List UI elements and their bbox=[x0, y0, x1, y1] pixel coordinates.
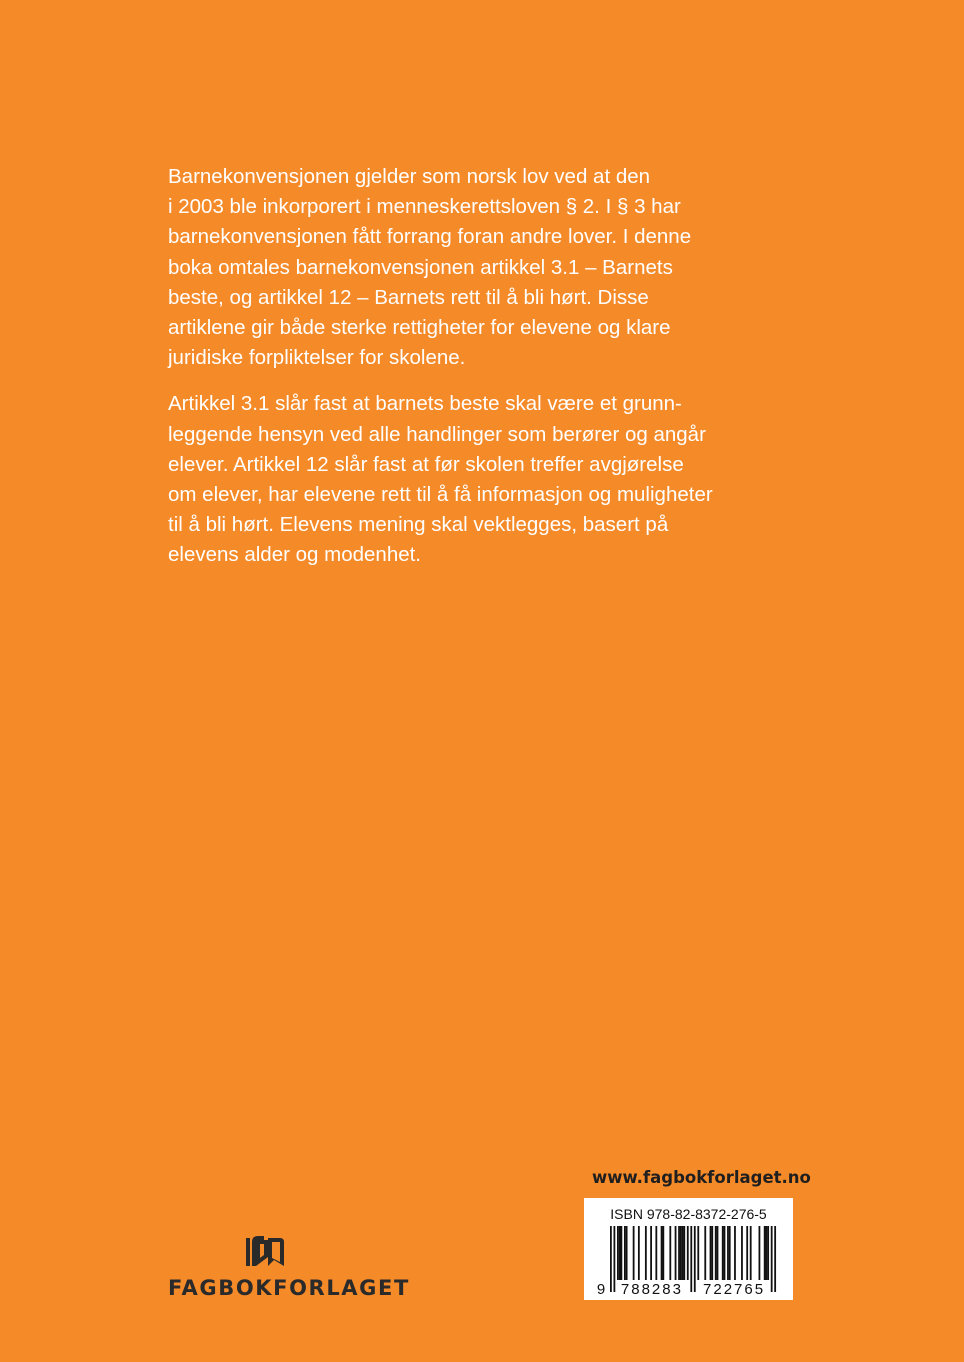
back-cover-text bbox=[168, 162, 808, 571]
barcode-bar bbox=[675, 1226, 677, 1280]
barcode-bar bbox=[645, 1226, 647, 1280]
text-line: leggende hensyn ved alle handlinger som berører og angår bbox=[168, 422, 706, 446]
barcode-bar bbox=[690, 1226, 692, 1292]
barcode-bar bbox=[766, 1226, 768, 1280]
isbn-barcode bbox=[584, 1198, 793, 1300]
text-line: beste, og artikkel 12 – Barnets rett til å bli hørt. Disse bbox=[168, 285, 649, 309]
barcode-bar bbox=[694, 1226, 696, 1292]
barcode-bar bbox=[734, 1226, 736, 1280]
barcode-bar bbox=[759, 1226, 761, 1280]
text-line: juridiske forpliktelser for skolene. bbox=[168, 346, 466, 370]
text-line: til å bli hørt. Elevens mening skal vektlegges, basert på bbox=[168, 513, 669, 537]
paragraph-1 bbox=[168, 162, 808, 373]
barcode-bar bbox=[620, 1226, 622, 1280]
barcode-bar bbox=[624, 1226, 626, 1280]
text-line: artiklene gir både sterke rettigheter for elevene og klare bbox=[168, 316, 671, 340]
text-line: elevens alder og modenhet. bbox=[168, 543, 422, 567]
text-line: om elever, har elevene rett til å få informasjon og muligheter bbox=[168, 483, 713, 507]
text-line: elever. Artikkel 12 slår fast at før skolen treffer avgjørelse bbox=[168, 452, 684, 476]
text-line: Artikkel 3.1 slår fast at barnets beste skal være et grunn- bbox=[168, 392, 682, 416]
barcode-bar bbox=[682, 1226, 684, 1280]
barcode-bar bbox=[678, 1226, 680, 1280]
barcode-bar bbox=[715, 1226, 717, 1280]
barcode-bar bbox=[729, 1226, 731, 1280]
barcode-digits: 9 bbox=[596, 1281, 608, 1298]
barcode-bar bbox=[741, 1226, 743, 1280]
barcode-bar bbox=[633, 1226, 635, 1280]
barcode-bar bbox=[610, 1226, 612, 1292]
book-logo-icon bbox=[244, 1236, 286, 1268]
barcode-digits: 788283 bbox=[620, 1281, 683, 1298]
barcode-bar bbox=[655, 1226, 657, 1280]
barcode-bar bbox=[687, 1226, 689, 1280]
text-line: boka omtales barnekonvensjonen artikkel 3.1 – Barnets bbox=[168, 255, 673, 279]
barcode-bar bbox=[662, 1226, 664, 1280]
barcode-bar bbox=[613, 1226, 615, 1292]
barcode-bar bbox=[774, 1226, 776, 1292]
publisher-name: FAGBOKFORLAGET bbox=[168, 1276, 410, 1300]
text-line: i 2003 ble inkorporert i menneskerettsloven § 2. I § 3 har bbox=[168, 195, 681, 219]
barcode-bar bbox=[619, 1226, 621, 1280]
barcode-bar bbox=[661, 1226, 663, 1280]
isbn-label: ISBN 978-82-8372-276-5 bbox=[610, 1206, 767, 1222]
barcode-digits: 722765 bbox=[703, 1281, 766, 1298]
barcode-bar bbox=[764, 1226, 766, 1280]
barcode-bar bbox=[722, 1226, 724, 1280]
barcode-bar bbox=[771, 1226, 773, 1292]
barcode-bar bbox=[750, 1226, 752, 1280]
barcode-bar bbox=[717, 1226, 719, 1280]
barcode-bar bbox=[697, 1226, 699, 1280]
text-line: barnekonvensjonen fått forrang foran andre lover. I denne bbox=[168, 225, 692, 249]
barcode-bar bbox=[711, 1226, 713, 1280]
barcode-bar bbox=[724, 1226, 726, 1280]
barcode-bar bbox=[727, 1226, 729, 1280]
barcode-bar bbox=[704, 1226, 706, 1280]
paragraph-2 bbox=[168, 389, 808, 570]
barcode-bar bbox=[617, 1226, 619, 1280]
publisher-website[interactable]: www.fagbokforlaget.no bbox=[592, 1168, 811, 1187]
publisher-logo bbox=[168, 1236, 410, 1306]
barcode-bar bbox=[683, 1226, 685, 1280]
barcode-bar bbox=[767, 1226, 769, 1280]
barcode-bar bbox=[680, 1226, 682, 1280]
barcode-bar bbox=[669, 1226, 671, 1280]
barcode-bar bbox=[638, 1226, 640, 1280]
barcode-bar bbox=[650, 1226, 652, 1280]
barcode-bar bbox=[626, 1226, 628, 1280]
barcode-bars bbox=[598, 1226, 780, 1296]
barcode-bar bbox=[746, 1226, 748, 1280]
barcode-bar bbox=[710, 1226, 712, 1280]
text-line: Barnekonvensjonen gjelder som norsk lov ved at den bbox=[168, 165, 651, 188]
